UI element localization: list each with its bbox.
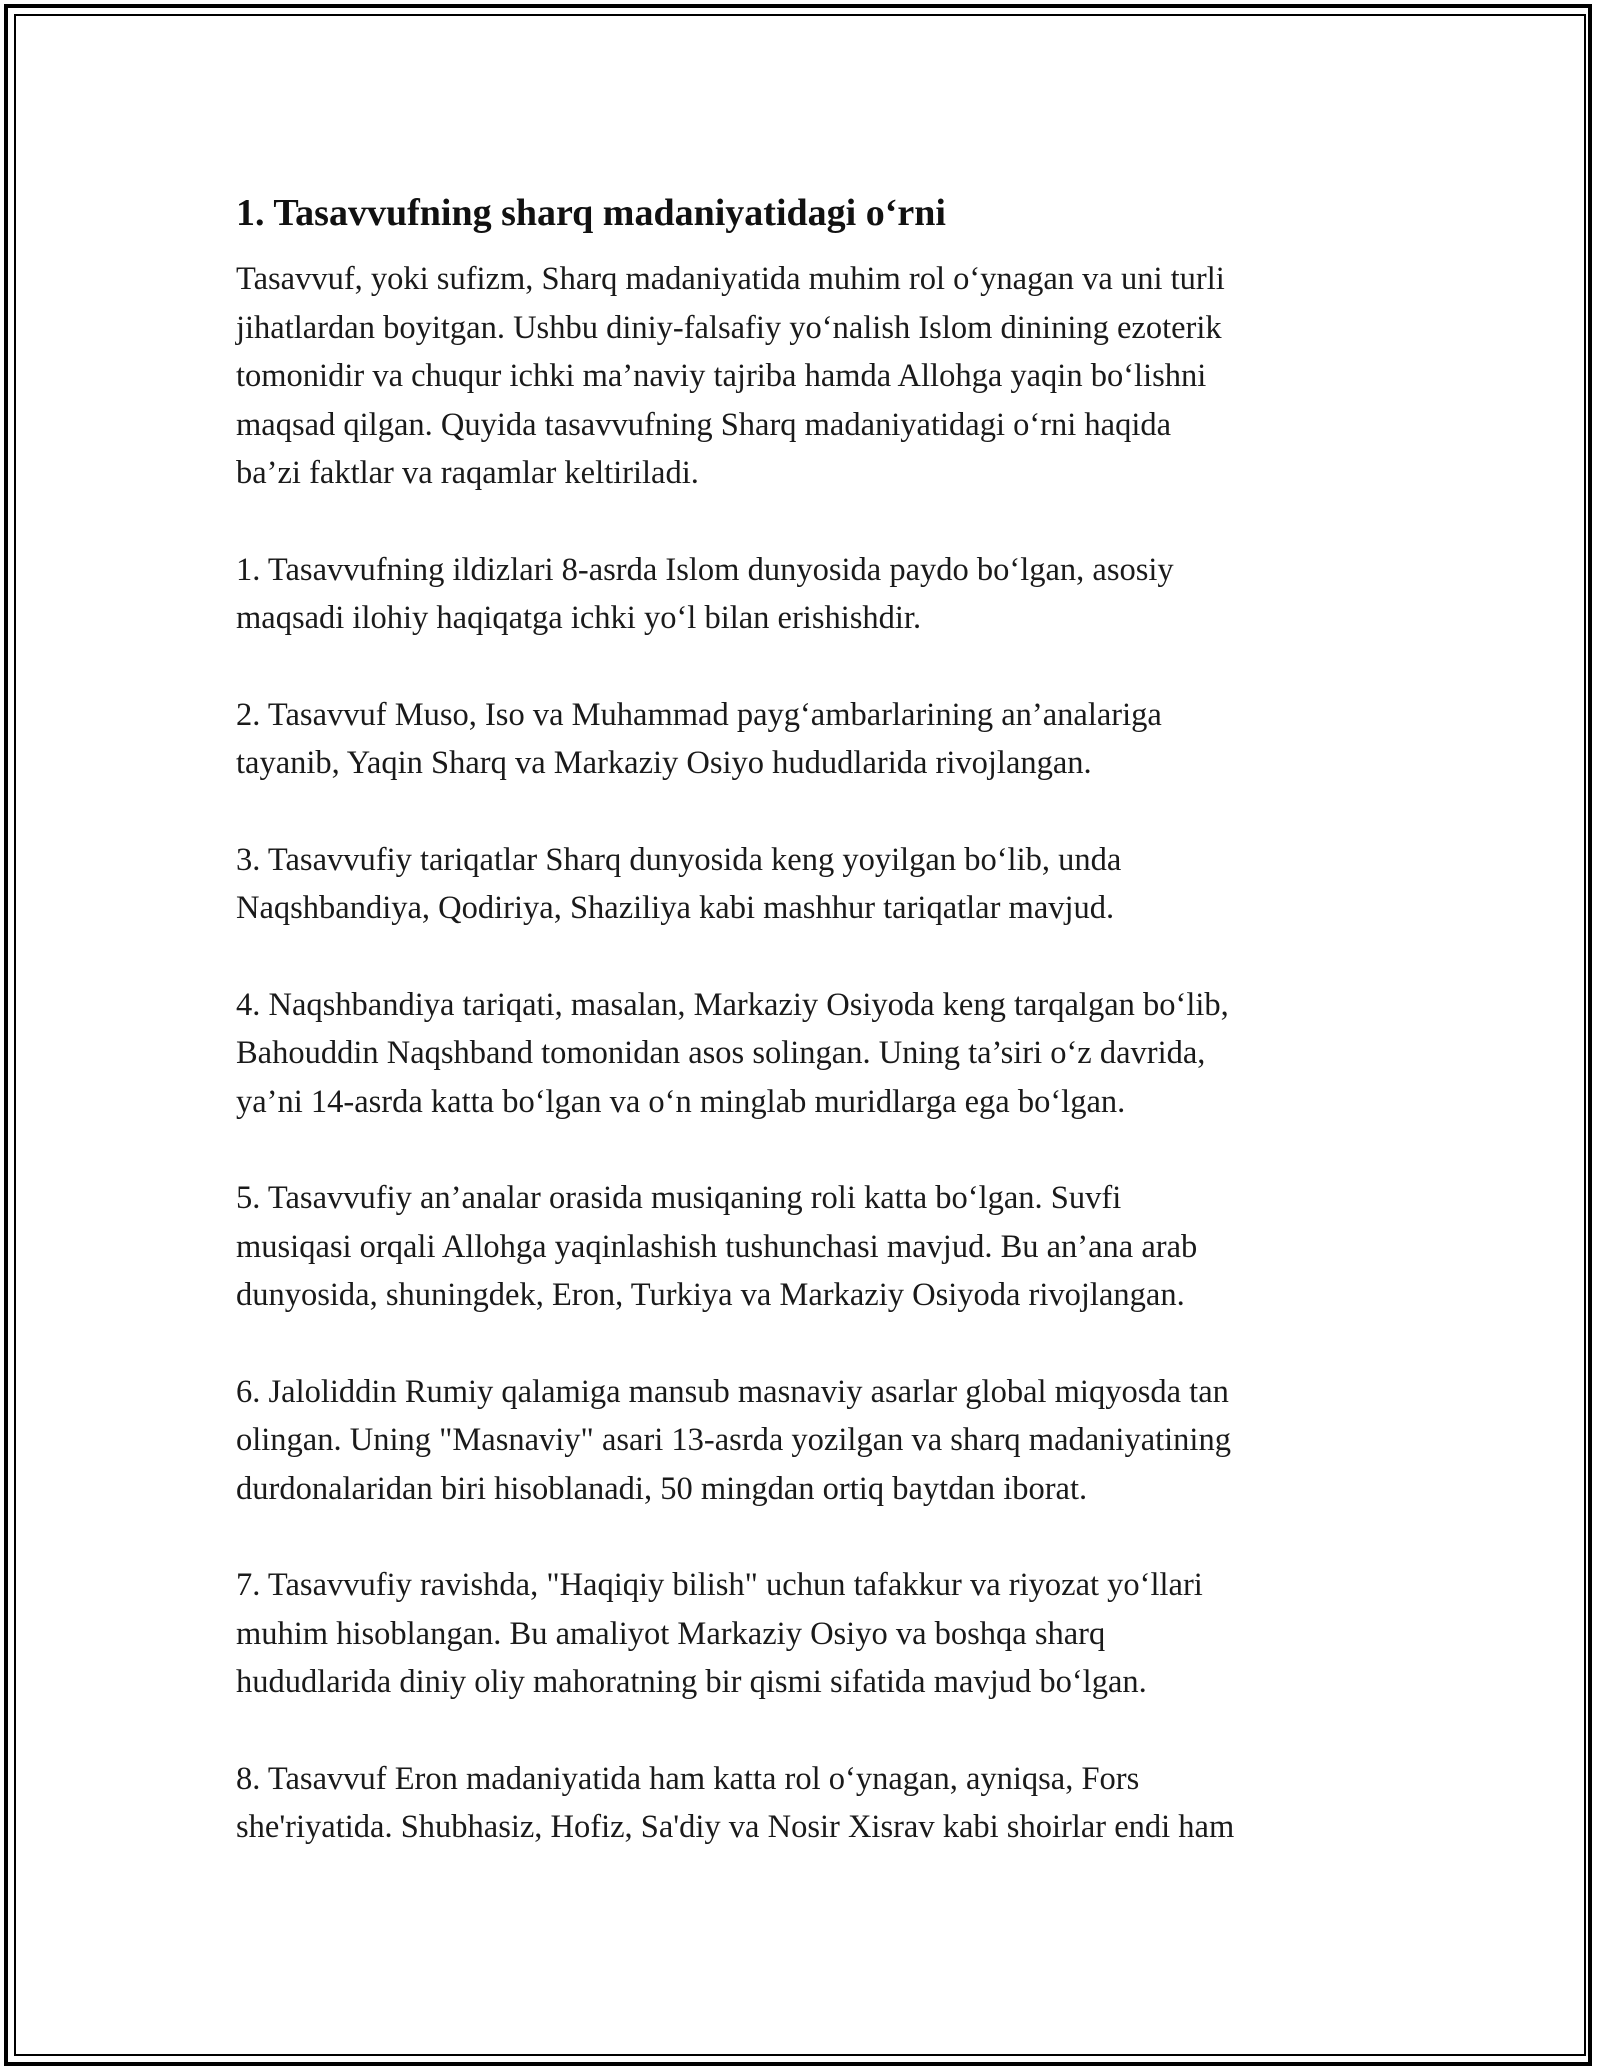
list-item-5: [236, 1174, 1396, 1320]
list-item-6: [236, 1368, 1396, 1514]
paragraph-line: tayanib, Yaqin Sharq va Markaziy Osiyo hududlarida rivojlangan.: [236, 745, 1092, 781]
paragraph-line: tomonidir va chuqur ichki ma’naviy tajriba hamda Allohga yaqin bo‘lishni: [236, 358, 1207, 394]
paragraph-line: Naqshbandiya, Qodiriya, Shaziliya kabi mashhur tariqatlar mavjud.: [236, 890, 1115, 926]
paragraph-line: maqsadi ilohiy haqiqatga ichki yo‘l bilan erishishdir.: [236, 600, 922, 636]
document-body: [236, 185, 1396, 1900]
list-item-7: [236, 1561, 1396, 1707]
list-item-2: [236, 691, 1396, 788]
paragraph-line: maqsad qilgan. Quyida tasavvufning Sharq madaniyatidagi o‘rni haqida: [236, 406, 1172, 443]
paragraph-line: 3. Tasavvufiy tariqatlar Sharq dunyosida keng yoyilgan bo‘lib, unda: [236, 841, 1122, 878]
paragraph-line: Bahouddin Naqshband tomonidan asos solingan. Uning ta’siri o‘z davrida,: [236, 1035, 1206, 1071]
paragraph-line: 1. Tasavvufning ildizlari 8-asrda Islom dunyosida paydo bo‘lgan, asosiy: [236, 551, 1174, 588]
list-item-8: [236, 1755, 1396, 1852]
list-item-4: [236, 981, 1396, 1127]
paragraph-line: musiqasi orqali Allohga yaqinlashish tushunchasi mavjud. Bu an’ana arab: [236, 1228, 1198, 1265]
paragraph-line: Tasavvuf, yoki sufizm, Sharq madaniyatida muhim rol o‘ynagan va uni turli: [236, 261, 1225, 297]
paragraph-line: durdonalaridan biri hisoblanadi, 50 mingdan ortiq baytdan iborat.: [236, 1470, 1088, 1507]
paragraph-line: jihatlardan boyitgan. Ushbu diniy-falsafiy yo‘nalish Islom dinining ezoterik: [236, 309, 1222, 346]
paragraph-line: hududlarida diniy oliy mahoratning bir qismi sifatida mavjud bo‘lgan.: [236, 1664, 1147, 1700]
list-item-1: [236, 546, 1396, 643]
list-item-3: [236, 836, 1396, 933]
paragraph-line: olingan. Uning "Masnaviy" asari 13-asrda yozilgan va sharq madaniyatining: [236, 1422, 1231, 1458]
paragraph-line: 4. Naqshbandiya tariqati, masalan, Markaziy Osiyoda keng tarqalgan bo‘lib,: [236, 986, 1229, 1023]
paragraph-line: 8. Tasavvuf Eron madaniyatida ham katta rol o‘ynagan, ayniqsa, Fors: [236, 1760, 1140, 1797]
intro-paragraph: [236, 255, 1396, 498]
document-title: 1. Tasavvufning sharq madaniyatidagi o‘rni: [236, 192, 946, 234]
paragraph-line: 6. Jaloliddin Rumiy qalamiga mansub masnaviy asarlar global miqyosda tan: [236, 1373, 1229, 1410]
paragraph-line: ya’ni 14-asrda katta bo‘lgan va o‘n minglab muridlarga ega bo‘lgan.: [236, 1083, 1126, 1120]
paragraph-line: she'riyatida. Shubhasiz, Hofiz, Sa'diy va Nosir Xisrav kabi shoirlar endi ham: [236, 1809, 1235, 1845]
paragraph-line: muhim hisoblangan. Bu amaliyot Markaziy Osiyo va boshqa sharq: [236, 1615, 1106, 1652]
paragraph-line: 2. Tasavvuf Muso, Iso va Muhammad payg‘ambarlarining an’analariga: [236, 696, 1162, 733]
paragraph-line: 5. Tasavvufiy an’analar orasida musiqaning roli katta bo‘lgan. Suvfi: [236, 1180, 1122, 1216]
paragraph-line: 7. Tasavvufiy ravishda, "Haqiqiy bilish" uchun tafakkur va riyozat yo‘llari: [236, 1567, 1203, 1603]
paragraph-line: dunyosida, shuningdek, Eron, Turkiya va Markaziy Osiyoda rivojlangan.: [236, 1277, 1185, 1313]
paragraph-line: ba’zi faktlar va raqamlar keltiriladi.: [236, 455, 699, 491]
